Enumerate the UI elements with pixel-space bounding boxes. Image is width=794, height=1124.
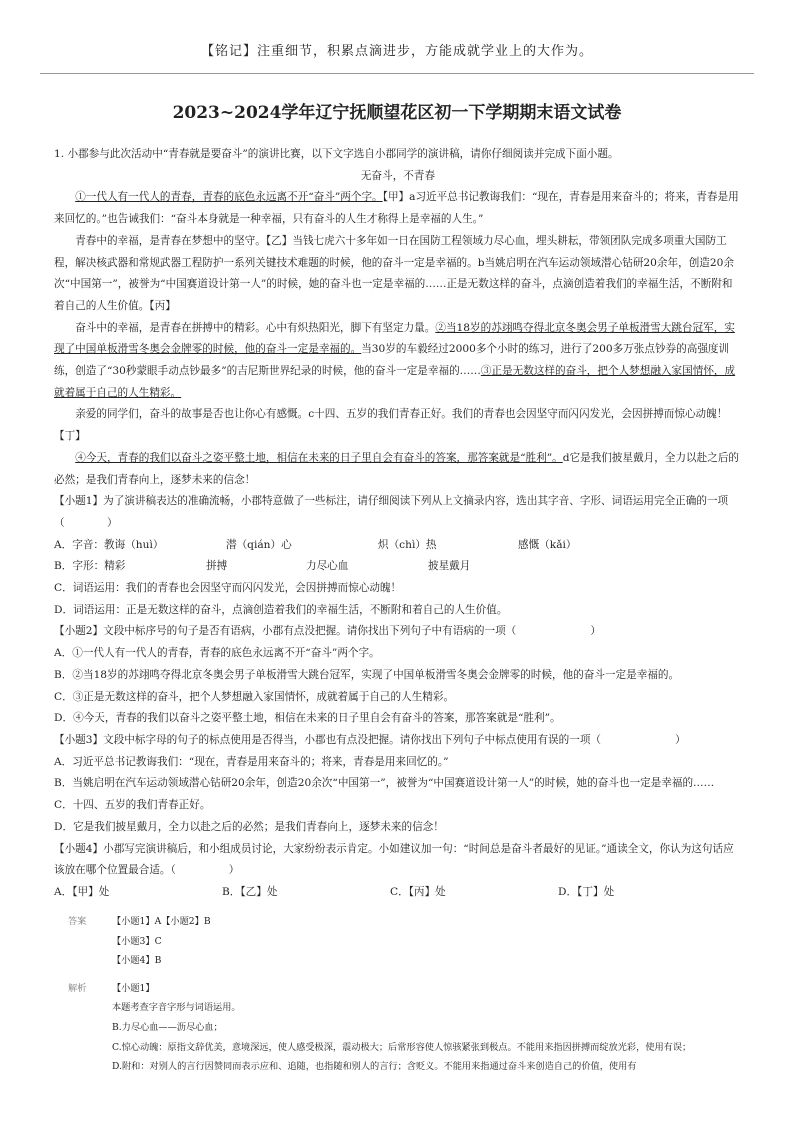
speech-paragraph: 青春中的幸福，是青春在梦想中的坚守。【乙】当钱七虎六十多年如一日在国防工程领域力尽心血，埋头耕耘，带领团队完成多项重大国防工程，解决核武器和常规武器工程防护一系列关键技术难题的时候，他的奋斗一定是幸福的。b当姚启明在汽车运动领域潜心钻研20余年，创造20余次“中国第一”，被誉为“中国赛道设计第一人”的时候，她的奋斗也一定是幸福的……正是无数这样的奋斗，点滴创造着我们的幸福生活，不断附和着自己的人生价值。【丙】 bbox=[54, 234, 734, 312]
option-c: C．十四、五岁的我们青春正好。 bbox=[54, 799, 211, 812]
paragraph-text: 当30岁的车毅经过2000多个小时的练习，进行了200多万张点钞券的高强度训练，创造了“30秒蒙眼手动点钞最多”的吉尼斯世界纪录的时候，他的奋斗一定是幸福的…… bbox=[54, 343, 730, 378]
underlined-sentence: ①一代人有一代人的青春，青春的底色永远离不开“奋斗”两个字。 bbox=[75, 191, 383, 204]
answer-label: 答案 bbox=[68, 916, 87, 927]
page-title: 2023~2024学年辽宁抚顺望花区初一下学期期末语文试卷 bbox=[172, 103, 622, 123]
option-a-part: 潜（qián）心 bbox=[226, 538, 292, 551]
paragraph-text: 奋斗中的幸福，是青春在拼搏中的精彩。心中有炽热阳光，脚下有坚定力量。 bbox=[75, 321, 436, 334]
option-a-part: 炽（chì）热 bbox=[378, 538, 437, 551]
option-a: A．【甲】处 bbox=[54, 885, 110, 898]
motto: 【铭记】注重细节，积累点滴进步，方能成就学业上的大作为。 bbox=[200, 44, 593, 59]
analysis-block bbox=[68, 979, 728, 1077]
option-b bbox=[54, 556, 742, 578]
analysis-line: 本题考查字音字形与词语运用。 bbox=[112, 1002, 241, 1014]
analysis-line: 【小题1】 bbox=[112, 982, 155, 994]
option-b-part: B．字形：精彩 bbox=[54, 560, 126, 573]
answer-block bbox=[68, 912, 728, 971]
answer-section bbox=[68, 912, 728, 1077]
sub-question-3-stem: 【小题3】文段中标字母的句子的标点使用是否得当，小郡也有点没把握。请你找出下列句子中标点使用有误的一项（ ） bbox=[54, 733, 686, 746]
option-b-part: 力尽心血 bbox=[306, 560, 349, 573]
option-d: D．【丁】处 bbox=[558, 885, 615, 898]
underlined-sentence: ④今天，青春的我们以奋斗之姿平整土地，相信在未来的日子里自会有奋斗的答案，那答案就是“胜利”。 bbox=[75, 451, 563, 464]
spacer bbox=[68, 971, 728, 979]
option-b: B．【乙】处 bbox=[222, 885, 278, 898]
option-c: C．【丙】处 bbox=[390, 885, 446, 898]
option-b-part: 披星戴月 bbox=[428, 560, 471, 573]
question-content bbox=[54, 144, 742, 904]
sub-question-4-stem: 【小题4】小郡写完演讲稿后，和小组成员讨论，大家纷纷表示肯定。小如建议加一句：“时间总是奋斗者最好的见证。”通读全文，你认为这句话应该放在哪个位置最合适。（ ） bbox=[54, 842, 734, 877]
paragraph-text: d它是我们披星戴月，全力以赴之后的必然；是我们青春向上，逐梦未来的信念！ bbox=[54, 451, 740, 486]
analysis-line: C.惊心动魄：原指文辞优美，意境深远，使人感受极深，震动极大；后常形容使人惊骇紧张到极点。不能用来指因拼搏而绽放光彩，使用有误； bbox=[112, 1041, 692, 1053]
option-c: C．③正是无数这样的奋斗，把个人梦想融入家国情怀，成就着属于自己的人生精彩。 bbox=[54, 690, 455, 703]
answer-body bbox=[112, 912, 728, 971]
option-a-part: 感慨（kǎi） bbox=[518, 538, 577, 551]
option-a: A．①一代人有一代人的青春，青春的底色永远离不开“奋斗”两个字。 bbox=[54, 647, 380, 660]
analysis-label: 解析 bbox=[68, 982, 87, 994]
speech-paragraph: 亲爱的同学们，奋斗的故事是否也让你心有感慨。c十四、五岁的我们青春正好。我们的青春也会因坚守而闪闪发光，会因拼搏而惊心动魄！【丁】 bbox=[54, 408, 728, 443]
sub-question-2-stem: 【小题2】文段中标序号的句子是否有语病，小郡有点没把握。请你找出下列句子中有语病的一项（ ） bbox=[54, 625, 602, 638]
paragraph-text: 【甲】a习近平总书记教诲我们：“现在，青春是用来奋斗的；将来，青春是用来回忆的。”也告诫我们：“奋斗本身就是一种幸福，只有奋斗的人生才称得上是幸福的人生。” bbox=[54, 191, 739, 226]
analysis-line: D.附和：对别人的言行因赞同而表示应和、追随，也指随和别人的言行；含贬义。不能用来指通过奋斗来创造自己的价值，使用有 bbox=[112, 1061, 637, 1073]
option-a bbox=[54, 535, 742, 557]
option-b-part: 拼搏 bbox=[206, 560, 228, 573]
speech-paragraph bbox=[54, 187, 742, 230]
question-stem: 1. 小郡参与此次活动中“青春就是要奋斗”的演讲比赛，以下文字选自小郡同学的演讲稿，请你仔细阅读并完成下面小题。 bbox=[54, 148, 619, 160]
option-d: D．词语运用：正是无数这样的奋斗，点滴创造着我们的幸福生活，不断附和着自己的人生价值。 bbox=[54, 603, 508, 616]
underlined-sentence: ③正是无数这样的奋斗，把个人梦想融入家国情怀，成就着属于自己的人生精彩。 bbox=[54, 365, 736, 399]
analysis-line: B.力尽心血——沥尽心血； bbox=[112, 1021, 223, 1033]
divider bbox=[40, 73, 754, 74]
speech-paragraph bbox=[54, 318, 742, 405]
option-b: B．②当18岁的苏翊鸣夺得北京冬奥会男子单板滑雪大跳台冠军，实现了中国单板滑雪冬奥会金牌零的时候，他的奋斗一定是幸福的。 bbox=[54, 668, 680, 681]
option-a-part: A．字音：教诲（huì） bbox=[54, 538, 164, 551]
underlined-sentence: ②当18岁的苏翊鸣夺得北京冬奥会男子单板滑雪大跳台冠军，实现了中国单板滑雪冬奥会金牌零的时候，他的奋斗一定是幸福的。 bbox=[54, 321, 735, 356]
option-c: C．词语运用：我们的青春也会因坚守而闪闪发光，会因拼搏而惊心动魄！ bbox=[54, 582, 402, 595]
speech-title: 无奋斗，不青春 bbox=[360, 169, 436, 182]
answer-line: 【小题1】A【小题2】B bbox=[112, 916, 211, 927]
option-d: D．它是我们披星戴月，全力以赴之后的必然；是我们青春向上，逐梦未来的信念！ bbox=[54, 820, 444, 833]
options-row bbox=[54, 882, 742, 904]
option-b: B．当姚启明在汽车运动领域潜心钻研20余年，创造20余次“中国第一”，被誉为“中国赛道设计第一人”的时候，她的奋斗也一定是幸福的…… bbox=[54, 777, 715, 790]
analysis-body bbox=[112, 979, 728, 1077]
speech-paragraph bbox=[54, 448, 742, 491]
option-d: D．④今天，青春的我们以奋斗之姿平整土地，相信在未来的日子里自会有奋斗的答案，那答案就是“胜利”。 bbox=[54, 712, 561, 725]
answer-line: 【小题3】C bbox=[112, 935, 162, 947]
option-a: A．习近平总书记教诲我们：“现在，青春是用来奋斗的；将来，青春是用来回忆的。” bbox=[54, 755, 449, 768]
answer-line: 【小题4】B bbox=[112, 955, 162, 967]
sub-question-1-stem: 【小题1】为了演讲稿表达的准确流畅，小郡特意做了一些标注，请仔细阅读下列从上文摘录内容，选出其字音、字形、词语运用完全正确的一项（ ） bbox=[54, 495, 729, 529]
